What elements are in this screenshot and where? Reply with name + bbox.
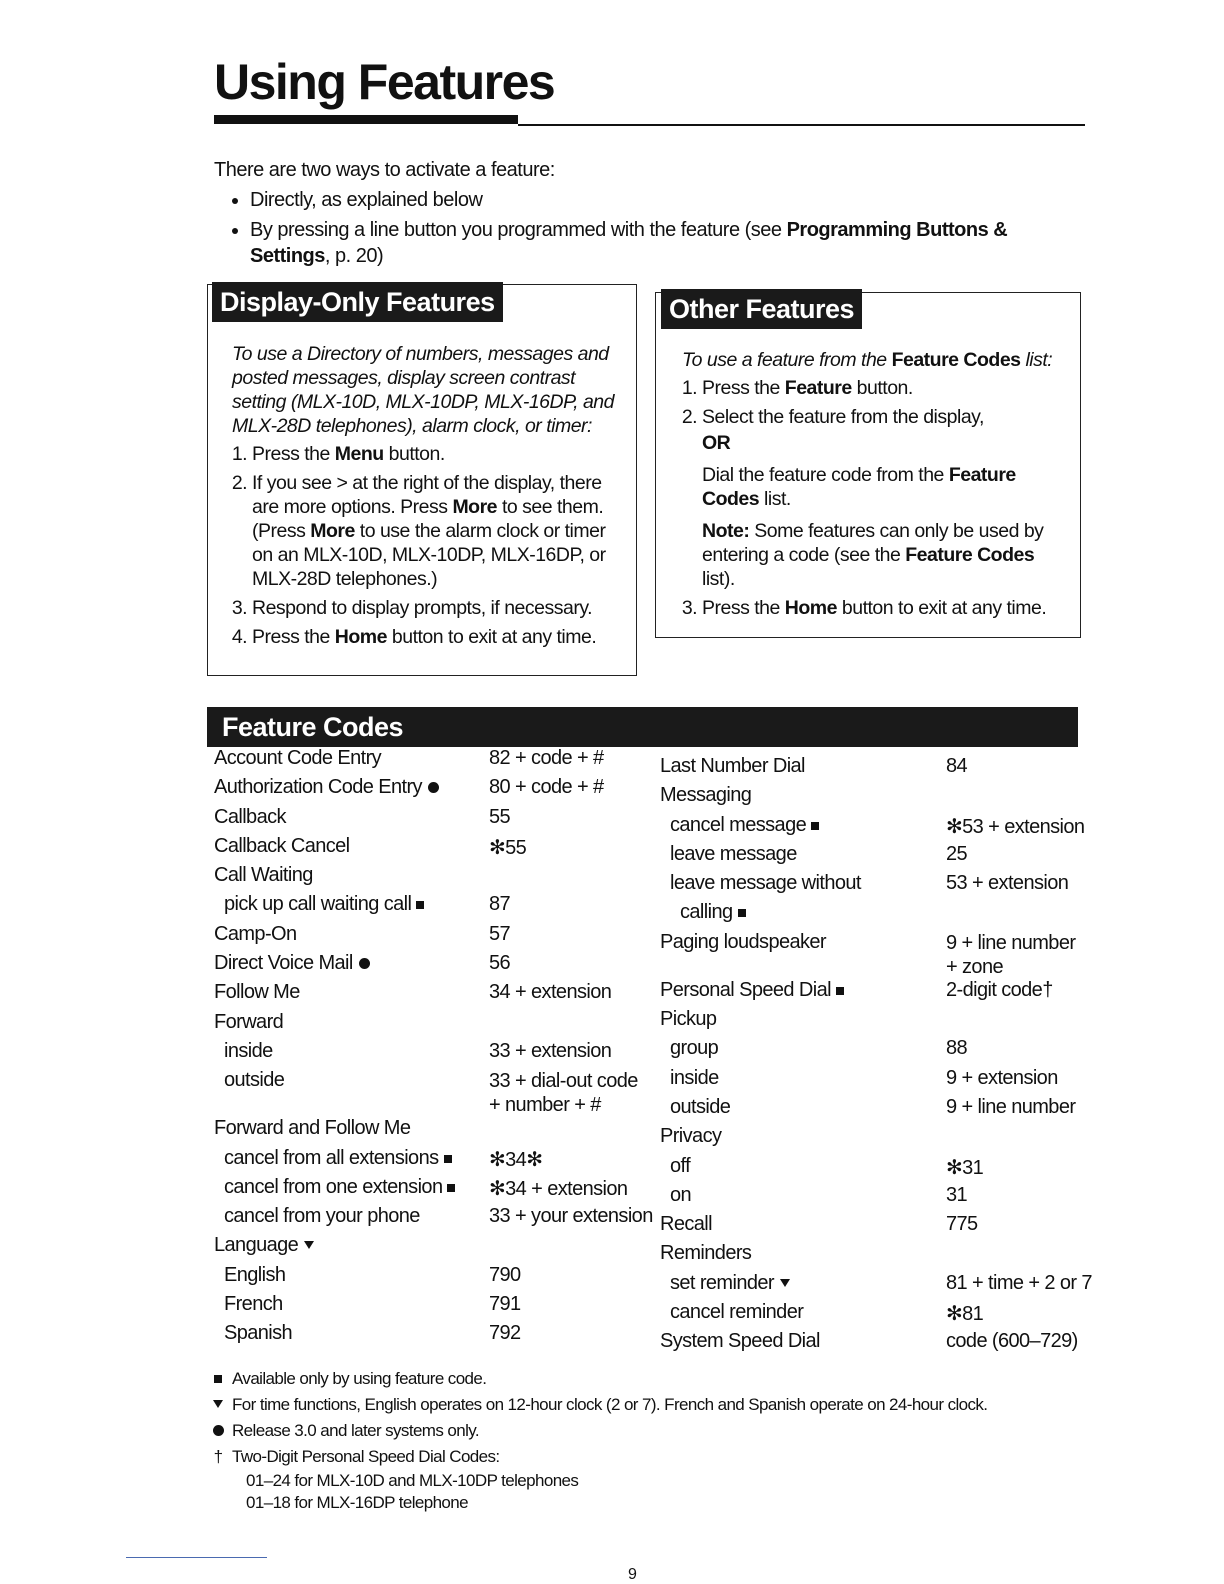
table-row xyxy=(660,1067,1092,1096)
footnote-dagger-line-2: 01–18 for MLX-16DP telephone xyxy=(246,1493,468,1512)
feature-name-cell xyxy=(214,893,489,922)
display-step-1 xyxy=(252,442,624,466)
feature-name-cell xyxy=(214,1147,489,1176)
feature-codes-right-table xyxy=(660,755,1092,1360)
feature-code: 775 xyxy=(946,1213,978,1236)
feature-name: Callback Cancel xyxy=(214,834,350,857)
dagger-icon: † xyxy=(213,1447,223,1466)
table-row xyxy=(214,747,653,776)
footnote-dagger-text: Two-Digit Personal Speed Dial Codes: xyxy=(232,1447,500,1466)
intro-bullet-directly: • Directly, as explained below xyxy=(250,187,1074,213)
feature-name: cancel from all extensions xyxy=(224,1146,439,1169)
table-row xyxy=(214,776,653,805)
other-step-3-text: Press the xyxy=(702,597,785,619)
other-intro xyxy=(682,348,1067,372)
feature-code: 25 xyxy=(946,842,968,865)
table-row xyxy=(214,1011,653,1040)
feature-codes-ref: Feature Codes xyxy=(891,349,1021,371)
feature-code: 792 xyxy=(489,1322,521,1345)
feature-code xyxy=(946,901,1092,930)
intro-bullet2-suffix: , p. 20) xyxy=(324,245,384,267)
feature-name-cell xyxy=(660,901,946,930)
feature-name: Direct Voice Mail xyxy=(214,952,353,975)
feature-name: inside xyxy=(670,1066,719,1089)
display-only-steps xyxy=(232,442,624,649)
feature-code xyxy=(946,1125,1092,1154)
intro-bullet-line-button xyxy=(250,217,1074,269)
table-row xyxy=(214,1117,653,1146)
other-step-3 xyxy=(702,596,1067,620)
display-only-intro: To use a Directory of numbers, messages and posted messages, display screen contrast setting (MLX-10D, MLX-10DP, MLX-16DP, and MLX-28D telephones), alarm clock, or timer: xyxy=(232,343,614,437)
feature-name: Follow Me xyxy=(214,981,300,1004)
feature-name: outside xyxy=(224,1069,285,1092)
feature-name: Paging loudspeaker xyxy=(660,930,826,953)
feature-code: 9 + extension xyxy=(946,1066,1058,1089)
other-intro-text: To use a feature from the xyxy=(682,349,892,371)
feature-code-only-square-icon xyxy=(447,1184,455,1192)
feature-name-cell xyxy=(660,1272,946,1301)
table-row xyxy=(214,806,653,835)
other-intro-end: list: xyxy=(1020,349,1053,371)
feature-code-cell xyxy=(946,931,1092,979)
display-step-1-text: Press the xyxy=(252,443,335,465)
display-only-title: Display-Only Features xyxy=(212,282,503,322)
feature-code: ✻53 + extension xyxy=(946,815,1085,838)
feature-name: off xyxy=(670,1154,691,1177)
feature-name: English xyxy=(224,1263,286,1286)
table-row xyxy=(660,1330,1092,1359)
feature-code: code (600–729) xyxy=(946,1330,1078,1353)
display-step-2-text: If you see > at the right of the display, there are more options. Press xyxy=(252,472,602,518)
note-text: Some features can only be used by entering a code (see the xyxy=(702,520,1044,566)
footnote-dagger-line-1: 01–24 for MLX-10D and MLX-10DP telephones xyxy=(246,1471,579,1490)
display-step-2-end: to use the alarm clock or timer on an MLX-10D, MLX-10DP, MLX-16DP, or MLX-28D telephones.) xyxy=(252,520,606,590)
feature-code: ✻34 + extension xyxy=(489,1177,628,1200)
feature-name: on xyxy=(670,1183,692,1206)
feature-name: inside xyxy=(224,1039,273,1062)
feature-name: outside xyxy=(670,1095,731,1118)
time-function-triangle-icon xyxy=(780,1279,790,1287)
feature-code xyxy=(946,784,1092,813)
page-number: 9 xyxy=(628,1566,637,1583)
feature-code: ✻55 xyxy=(489,836,527,859)
display-step-4-end: button to exit at any time. xyxy=(386,626,597,648)
table-row xyxy=(660,1155,1092,1184)
feature-code-only-square-icon xyxy=(738,909,746,917)
feature-name: leave message without xyxy=(670,872,861,895)
release-dot-icon xyxy=(213,1425,224,1436)
feature-code: 33 + dial-out code xyxy=(489,1070,638,1093)
feature-name: Authorization Code Entry xyxy=(214,776,422,799)
feature-code: 80 + code + # xyxy=(489,776,604,799)
footnote-triangle-text: For time functions, English operates on 12-hour clock (2 or 7). French and Spanish operate on 24-hour clock. xyxy=(232,1395,988,1414)
other-features-body xyxy=(682,348,1067,625)
footnote-square-text: Available only by using feature code. xyxy=(232,1369,487,1388)
feature-name-cell xyxy=(214,1234,489,1263)
feature-code: ✻81 xyxy=(946,1303,984,1326)
feature-code-cell xyxy=(489,1069,653,1117)
feature-name: calling xyxy=(680,901,733,924)
feature-codes-ref-3: Feature Codes xyxy=(905,544,1035,566)
feature-code-only-square-icon xyxy=(444,1155,452,1163)
table-row xyxy=(660,1037,1092,1066)
table-row xyxy=(660,872,1092,901)
other-step-1 xyxy=(702,376,1067,400)
table-row xyxy=(214,835,653,864)
note-label: Note: xyxy=(702,520,750,542)
feature-code: 81 + time + 2 or 7 xyxy=(946,1271,1092,1294)
feature-codes-title: Feature Codes xyxy=(222,712,404,742)
feature-code: 9 + line number xyxy=(946,1095,1076,1118)
footnote-dagger xyxy=(208,1444,1078,1470)
feature-code: 87 xyxy=(489,893,511,916)
table-row xyxy=(660,1272,1092,1301)
title-rule-thick xyxy=(214,115,518,124)
menu-button-ref: Menu xyxy=(334,443,384,465)
table-row xyxy=(214,952,653,981)
intro-lead: There are two ways to activate a feature: xyxy=(214,159,555,181)
display-only-body xyxy=(232,342,624,654)
display-step-4 xyxy=(252,625,624,649)
table-row xyxy=(660,1096,1092,1125)
feature-code-cont: + zone xyxy=(946,955,1004,978)
intro-section xyxy=(214,157,1074,273)
feature-code: 82 + code + # xyxy=(489,747,604,769)
more-button-ref: More xyxy=(452,496,498,518)
table-row xyxy=(214,1147,653,1176)
table-row xyxy=(660,1242,1092,1271)
table-row xyxy=(214,1264,653,1293)
feature-name: System Speed Dial xyxy=(660,1330,820,1353)
feature-name: cancel from one extension xyxy=(224,1175,443,1198)
footnote-square xyxy=(208,1366,1078,1392)
dial-text: Dial the feature code from the xyxy=(702,464,949,486)
note xyxy=(702,519,1067,591)
feature-code: 2-digit code† xyxy=(946,978,1053,1001)
feature-code-cont: + number + # xyxy=(489,1094,601,1117)
other-step-3-end: button to exit at any time. xyxy=(836,597,1047,619)
table-row xyxy=(214,864,653,893)
table-row xyxy=(214,1040,653,1069)
feature-code: 33 + extension xyxy=(489,1039,612,1062)
feature-name: leave message xyxy=(670,842,797,865)
feature-name: Forward xyxy=(214,1010,284,1033)
table-row xyxy=(660,931,1092,979)
feature-name: Spanish xyxy=(224,1322,293,1345)
feature-name: Language xyxy=(214,1234,299,1257)
feature-code: 34 + extension xyxy=(489,981,612,1004)
table-row xyxy=(660,784,1092,813)
feature-name: Personal Speed Dial xyxy=(660,978,831,1001)
feature-code xyxy=(946,1008,1092,1037)
feature-codes-ref-2: Feature Codes xyxy=(702,464,1016,510)
feature-code: 33 + your extension xyxy=(489,1205,653,1228)
time-function-triangle-icon xyxy=(213,1400,223,1408)
display-step-2-mid: to see them. (Press xyxy=(252,496,604,542)
feature-name: cancel message xyxy=(670,813,807,836)
table-row xyxy=(660,979,1092,1008)
table-row xyxy=(660,755,1092,784)
feature-code: 84 xyxy=(946,755,968,777)
table-row xyxy=(214,1322,653,1351)
table-row xyxy=(214,981,653,1010)
feature-name: Callback xyxy=(214,805,286,828)
table-row xyxy=(214,1234,653,1263)
feature-code: 57 xyxy=(489,922,511,945)
other-step-2-text: 2. Select the feature from the display, xyxy=(702,406,984,428)
feature-code-only-square-icon xyxy=(214,1375,222,1383)
feature-code: 791 xyxy=(489,1293,521,1316)
home-button-ref-2: Home xyxy=(784,597,837,619)
table-row xyxy=(660,1184,1092,1213)
table-row xyxy=(660,1008,1092,1037)
table-row xyxy=(660,1301,1092,1330)
table-row xyxy=(660,901,1092,930)
feature-name: Camp-On xyxy=(214,922,297,945)
feature-code: 88 xyxy=(946,1037,968,1060)
other-steps xyxy=(682,376,1067,620)
display-step-2 xyxy=(252,471,624,591)
feature-name: Last Number Dial xyxy=(660,755,805,777)
feature-name: Pickup xyxy=(660,1008,717,1031)
feature-button-ref: Feature xyxy=(784,377,852,399)
table-row xyxy=(214,1069,653,1117)
display-step-1-end: button. xyxy=(383,443,445,465)
feature-name: cancel from your phone xyxy=(224,1205,420,1228)
feature-code-only-square-icon xyxy=(811,822,819,830)
feature-code xyxy=(489,1011,653,1040)
feature-code-only-square-icon xyxy=(836,987,844,995)
footnote-triangle xyxy=(208,1392,1078,1418)
programming-buttons-ref: Programming Buttons & Settings xyxy=(250,219,1008,267)
footnotes xyxy=(208,1366,1078,1514)
footnote-dot xyxy=(208,1418,1078,1444)
feature-code: 56 xyxy=(489,952,511,975)
table-row xyxy=(660,814,1092,843)
feature-name: Privacy xyxy=(660,1125,722,1148)
footer-rule xyxy=(126,1557,267,1558)
feature-code: ✻31 xyxy=(946,1156,984,1179)
table-row xyxy=(214,1176,653,1205)
display-step-3: 3. Respond to display prompts, if necessary. xyxy=(252,596,624,620)
other-features-title: Other Features xyxy=(661,289,862,329)
table-row xyxy=(214,893,653,922)
feature-name: cancel reminder xyxy=(670,1301,804,1324)
feature-name-cell xyxy=(214,1176,489,1205)
feature-name: Account Code Entry xyxy=(214,747,382,769)
feature-name-cell xyxy=(660,814,946,843)
release-dot-icon xyxy=(359,958,370,969)
feature-name: pick up call waiting call xyxy=(224,893,412,916)
other-step-1-end: button. xyxy=(851,377,913,399)
dial-end: list. xyxy=(759,488,791,510)
feature-name-cell xyxy=(660,979,946,1008)
footnote-dot-text: Release 3.0 and later systems only. xyxy=(232,1421,480,1440)
other-step-1-text: Press the xyxy=(702,377,785,399)
feature-code: 53 + extension xyxy=(946,872,1069,895)
feature-name: Call Waiting xyxy=(214,864,313,887)
home-button-ref: Home xyxy=(334,626,387,648)
feature-name: French xyxy=(224,1293,283,1316)
table-row xyxy=(660,1213,1092,1242)
table-row xyxy=(214,1293,653,1322)
feature-code xyxy=(489,1117,653,1146)
release-dot-icon xyxy=(428,782,439,793)
display-step-4-text: Press the xyxy=(252,626,335,648)
feature-name: Messaging xyxy=(660,784,752,807)
feature-name: Reminders xyxy=(660,1242,752,1265)
table-row xyxy=(660,843,1092,872)
intro-bullet2-prefix: By pressing a line button you programmed with the feature (see xyxy=(250,219,787,241)
other-step-2 xyxy=(702,405,1067,591)
feature-name-cell xyxy=(214,952,489,981)
feature-code: ✻34✻ xyxy=(489,1148,543,1171)
page-title: Using Features xyxy=(214,54,555,110)
feature-code xyxy=(489,1234,653,1263)
table-row xyxy=(660,1125,1092,1154)
feature-name: Forward and Follow Me xyxy=(214,1117,411,1140)
intro-list xyxy=(214,187,1074,269)
table-row xyxy=(214,923,653,952)
feature-code xyxy=(489,864,653,893)
feature-codes-left-table xyxy=(214,747,653,1352)
feature-code-only-square-icon xyxy=(416,901,424,909)
table-row xyxy=(214,1205,653,1234)
feature-code: 9 + line number xyxy=(946,931,1076,954)
feature-code xyxy=(946,1242,1092,1271)
feature-name: Recall xyxy=(660,1213,712,1236)
more-button-ref-2: More xyxy=(310,520,355,542)
time-function-triangle-icon xyxy=(304,1241,314,1249)
feature-name: set reminder xyxy=(670,1271,774,1294)
or-label: OR xyxy=(702,432,731,454)
feature-name-cell xyxy=(214,776,489,805)
feature-code: 31 xyxy=(946,1183,968,1206)
feature-name: group xyxy=(670,1037,719,1060)
note-end: list). xyxy=(702,568,735,590)
dial-instruction xyxy=(702,463,1067,511)
title-rule-thin xyxy=(518,124,1085,126)
feature-code: 790 xyxy=(489,1263,521,1286)
feature-code: 55 xyxy=(489,805,511,828)
